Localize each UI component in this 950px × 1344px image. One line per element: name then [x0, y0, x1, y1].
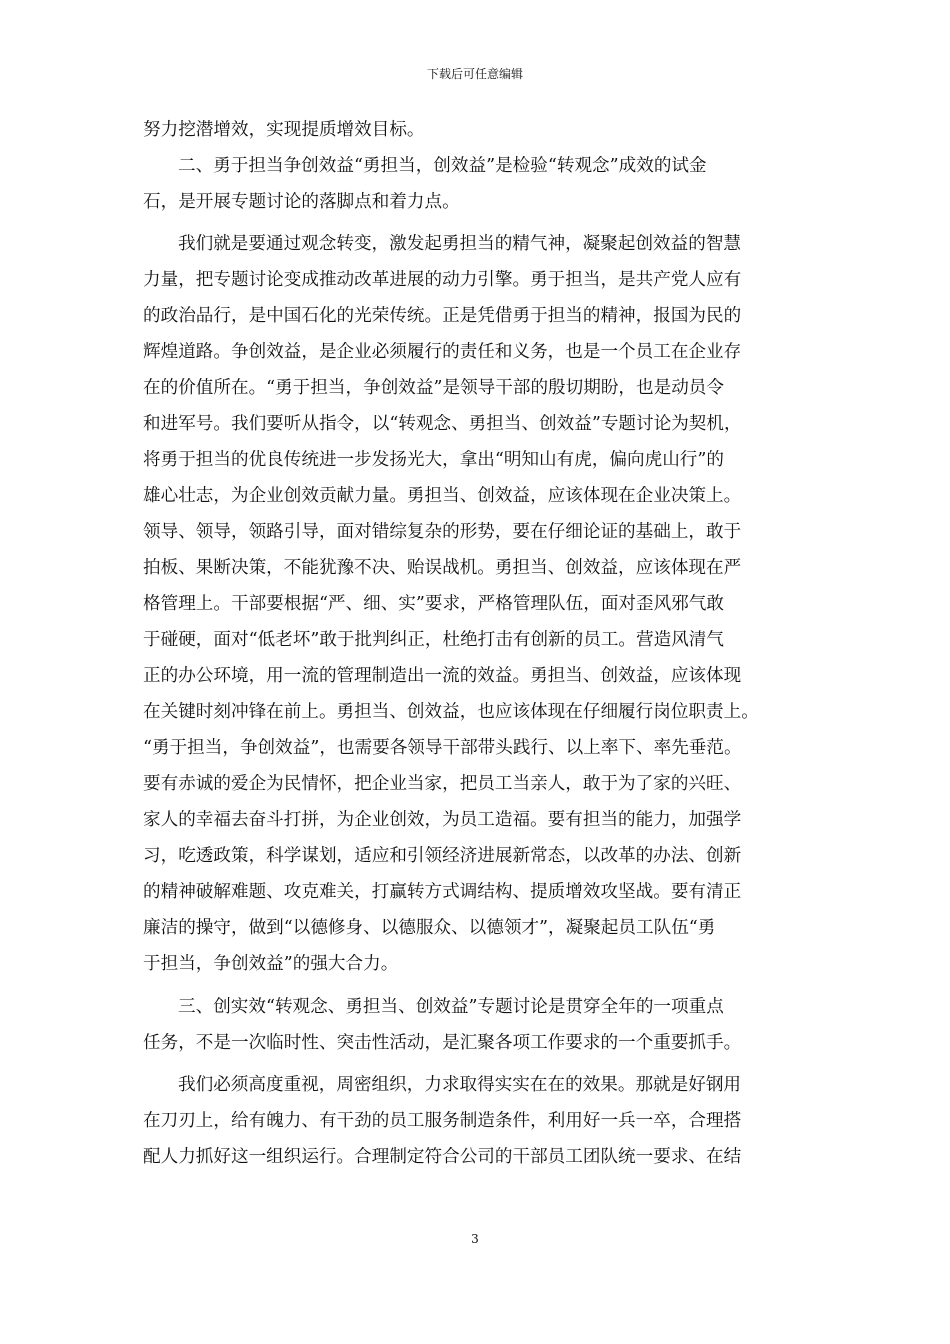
text-line: 和进军号。我们要听从指令，以“转观念、勇担当、创效益”专题讨论为契机，: [143, 414, 742, 434]
text-line: 任务，不是一次临时性、突击性活动，是汇聚各项工作要求的一个重要抓手。: [143, 1033, 742, 1053]
text-line: 力量，把专题讨论变成推动改革进展的动力引擎。勇于担当，是共产党人应有: [143, 270, 742, 290]
text-line: 石，是开展专题讨论的落脚点和着力点。: [143, 192, 460, 212]
text-line: 的精神破解难题、攻克难关，打赢转方式调结构、提质增效攻坚战。要有清正: [143, 882, 742, 902]
text-line: “勇于担当，争创效益”，也需要各领导干部带头践行、以上率下、率先垂范。: [143, 738, 742, 758]
text-line: 三、创实效“转观念、勇担当、创效益”专题讨论是贯穿全年的一项重点: [178, 997, 724, 1017]
text-line: 配人力抓好这一组织运行。合理制定符合公司的干部员工团队统一要求、在结: [143, 1147, 742, 1167]
text-line: 于碰硬，面对“低老坏”敢于批判纠正，杜绝打击有创新的员工。营造风清气: [143, 630, 724, 650]
page-number: 3: [471, 1232, 479, 1246]
text-line: 努力挖潜增效，实现提质增效目标。: [143, 120, 425, 140]
text-line: 家人的幸福去奋斗打拼，为企业创效，为员工造福。要有担当的能力，加强学: [143, 810, 742, 830]
text-line: 格管理上。干部要根据“严、细、实”要求，严格管理队伍，面对歪风邪气敢: [143, 594, 724, 614]
text-line: 我们必须高度重视，周密组织，力求取得实实在在的效果。那就是好钢用: [178, 1075, 742, 1095]
text-line: 辉煌道路。争创效益，是企业必须履行的责任和义务，也是一个员工在企业存: [143, 342, 742, 362]
text-line: 在关键时刻冲锋在前上。勇担当、创效益，也应该体现在仔细履行岗位职责上。: [143, 702, 759, 722]
text-line: 要有赤诚的爱企为民情怀，把企业当家，把员工当亲人，敢于为了家的兴旺、: [143, 774, 742, 794]
text-line: 将勇于担当的优良传统进一步发扬光大，拿出“明知山有虎，偏向虎山行”的: [143, 450, 724, 470]
text-line: 雄心壮志，为企业创效贡献力量。勇担当、创效益，应该体现在企业决策上。: [143, 486, 742, 506]
text-line: 的政治品行，是中国石化的光荣传统。正是凭借勇于担当的精神，报国为民的: [143, 306, 742, 326]
text-line: 于担当，争创效益”的强大合力。: [143, 954, 399, 974]
text-line: 习，吃透政策，科学谋划，适应和引领经济进展新常态，以改革的办法、创新: [143, 846, 742, 866]
text-line: 在刀刃上，给有魄力、有干劲的员工服务制造条件，利用好一兵一卒，合理搭: [143, 1111, 742, 1131]
text-line: 二、勇于担当争创效益“勇担当，创效益”是检验“转观念”成效的试金: [178, 156, 707, 176]
text-line: 我们就是要通过观念转变，激发起勇担当的精气神，凝聚起创效益的智慧: [178, 234, 742, 254]
page-header: 下载后可任意编辑: [426, 67, 523, 81]
text-line: 拍板、果断决策，不能犹豫不决、贻误战机。勇担当、创效益，应该体现在严: [143, 558, 742, 578]
text-line: 领导、领导，领路引导，面对错综复杂的形势，要在仔细论证的基础上，敢于: [143, 522, 742, 542]
text-line: 在的价值所在。“勇于担当，争创效益”是领导干部的殷切期盼，也是动员令: [143, 378, 724, 398]
text-line: 廉洁的操守，做到“以德修身、以德服众、以德领才”，凝聚起员工队伍“勇: [143, 918, 716, 938]
text-line: 正的办公环境，用一流的管理制造出一流的效益。勇担当、创效益，应该体现: [143, 666, 742, 686]
